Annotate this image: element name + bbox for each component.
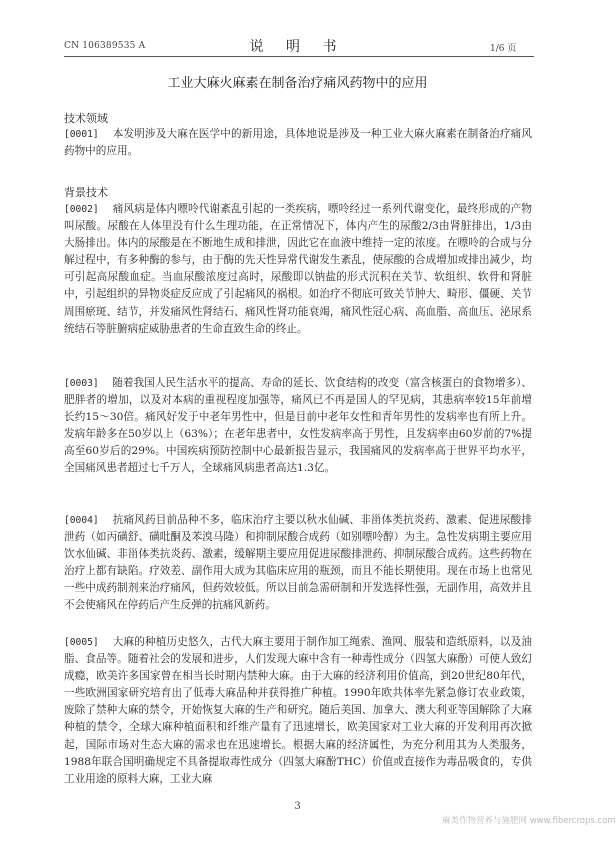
- paragraph-0001: [64, 126, 532, 160]
- paragraph-0005: [64, 634, 532, 788]
- paragraph-number: [0001]: [64, 129, 99, 140]
- paragraph-0002: [64, 201, 532, 338]
- paragraph-0003: [64, 375, 532, 478]
- paragraph-number: [0005]: [64, 637, 99, 648]
- paragraph-text: 大麻的种植历史悠久，古代大麻主要用于制作加工绳索、渔网、服装和造纸原料，以及油脂、食品等。随着社会的发展和进步，人们发现大麻中含有一种毒性成分（四氢大麻酚）可使人致幻成瘾，欧美许多国家曾在相当长时期内禁种大麻。由于大麻的经济利用价值高，到20世纪80年代，一些欧洲国家研究培育出了低毒大麻品种并获得推广种植。1990年欧共体率先紧急修订农业政策，废除了禁种大麻的禁令，开始恢复大麻的生产和研究。随后美国、加拿大、澳大利亚等国解除了大麻种植的禁令，全球大麻种植面积和纤维产量有了迅速增长，欧美国家对工业大麻的开发利用再次掀起，国际市场对生态大麻的需求也在迅速增长。根据大麻的经济属性，为充分利用其为人类服务，1988年联合国明确规定不具备提取毒性成分（四氢大麻酚THC）价值或直接作为毒品吸食的，专供工业用途的原料大麻，工业大麻: [64, 636, 532, 785]
- site-watermark: 麻类作物营养与施肥网 www.fibercrops.com: [442, 816, 616, 826]
- document-title: 工业大麻火麻素在制备治疗痛风药物中的应用: [167, 76, 428, 91]
- page-number: 3: [294, 801, 301, 812]
- section-heading-technical-field: 技术领域: [64, 112, 108, 125]
- document-type-heading: 说 明 书: [249, 39, 346, 55]
- paragraph-text: 随着我国人民生活水平的提高、寿命的延长、饮食结构的改变（富含核蛋白的食物增多）、肥胖者的增加，以及对本病的重视程度加强等，痛风已不再是国人的罕见病，其患病率较15年前增长约15～30倍。痛风好发于中老年男性中，但是目前中老年女性和青年男性的发病率也有所上升。发病年龄多在50岁以上（63%）；在老年患者中，女性发病率高于男性，且发病率由60岁前的7%提高至60岁后的29%。中国疾病预防控制中心最新报告显示，我国痛风的发病率高于世界平均水平，全国痛风患者超过七千万人，全球痛风病患者高达1.3亿。: [64, 377, 532, 475]
- paragraph-number: [0003]: [64, 378, 99, 389]
- paragraph-text: 本发明涉及大麻在医学中的新用途，具体地说是涉及一种工业大麻火麻素在制备治疗痛风药物中的应用。: [64, 128, 532, 158]
- paragraph-0004: [64, 512, 532, 615]
- page-indicator: 1/6 页: [490, 44, 517, 54]
- paragraph-text: 抗痛风药目前品种不多，临床治疗主要以秋水仙碱、非甾体类抗炎药、激素、促进尿酸排泄药（如丙磺舒、磺吡酮及苯溴马隆）和抑制尿酸合成药（如别嘌呤醇）为主。急性发病期主要应用饮水仙碱、非甾体类抗炎药、激素，缓解期主要应用促进尿酸排泄药、抑制尿酸合成药。这些药物在治疗上都有缺陷。疗效差、副作用大成为其临床应用的瓶颈，而且不能长期使用。现在市场上也常见一些中成药制剂来治疗痛风，但药效较低。所以目前急需研制和开发选择性强，无副作用，高效并且不会使痛风在停药后产生反弹的抗痛风新药。: [64, 514, 532, 612]
- paragraph-number: [0004]: [64, 515, 99, 526]
- section-heading-background: 背景技术: [64, 186, 108, 199]
- publication-number: CN 106389535 A: [64, 41, 146, 51]
- header-rule: [64, 56, 534, 57]
- paragraph-number: [0002]: [64, 204, 99, 215]
- paragraph-text: 痛风病是体内嘌呤代谢紊乱引起的一类疾病，嘌呤经过一系列代谢变化，最终形成的产物叫尿酸。尿酸在人体里没有什么生理功能，在正常情况下，体内产生的尿酸2/3由肾脏排出，1/3由大肠排出。体内的尿酸是在不断地生成和排泄，因此它在血液中维持一定的浓度。在嘌呤的合成与分解过程中，有多种酶的参与，由于酶的先天性异常代谢发生紊乱，使尿酸的合成增加或排出减少，均可引起高尿酸血症。当血尿酸浓度过高时，尿酸即以钠盐的形式沉积在关节、软组织、软骨和肾脏中，引起组织的异物炎症反应成了引起痛风的祸根。如治疗不彻底可致关节肿大、畸形、僵硬、关节周围瘀斑、结节，并发痛风性肾结石、痛风性肾功能衰竭，痛风性冠心病、高血脂、高血压、泌尿系统结石等脏腑病症威胁患者的生命直致生命的终止。: [64, 203, 532, 335]
